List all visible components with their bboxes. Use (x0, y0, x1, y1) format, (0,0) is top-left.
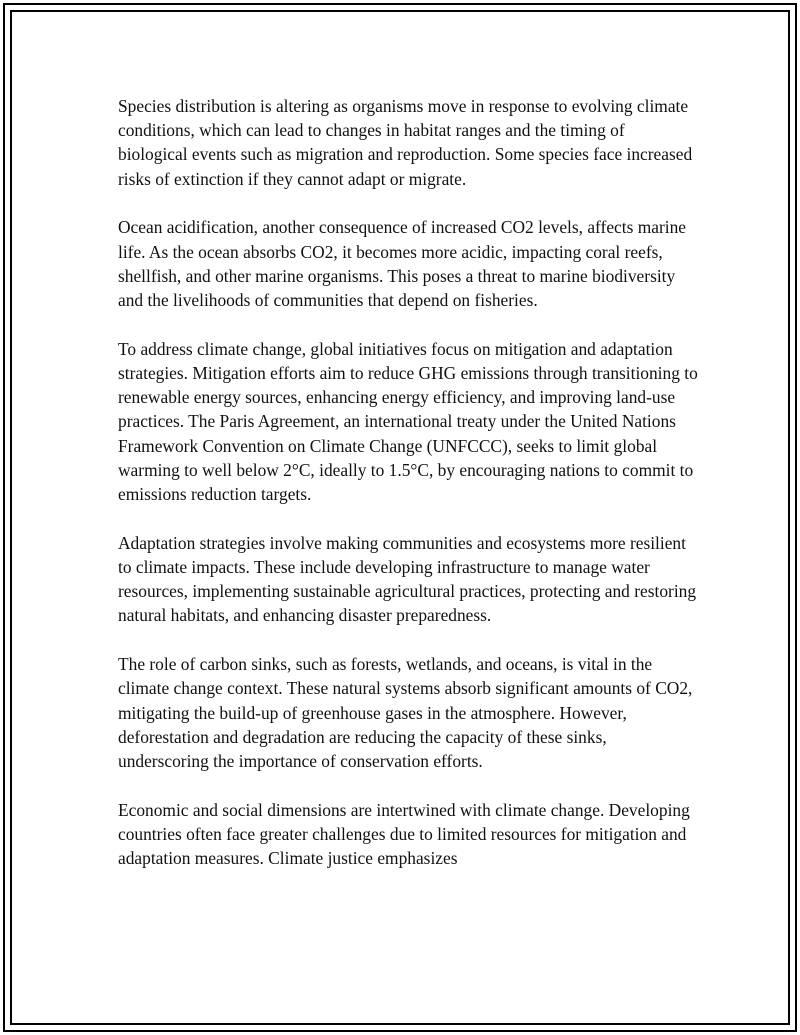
paragraph-mitigation: To address climate change, global initiatives focus on mitigation and adaptation strategies. Mitigation efforts aim to reduce GHG emissions through transitioning to renewable energy sources, enhancing energy efficiency, and improving land-use practices. The Paris Agreement, an international treaty under the United Nations Framework Convention on Climate Change (UNFCCC), seeks to limit global warming to well below 2°C, ideally to 1.5°C, by encouraging nations to commit to emissions reduction targets. (118, 338, 698, 505)
document-body (118, 94, 698, 895)
paragraph-ocean-acidification: Ocean acidification, another consequence of increased CO2 levels, affects marine life. As the ocean absorbs CO2, it becomes more acidic, impacting coral reefs, shellfish, and other marine organisms. This poses a threat to marine biodiversity and the livelihoods of communities that depend on fisheries. (118, 217, 686, 311)
paragraph-economic-social: Economic and social dimensions are intertwined with climate change. Developing countries often face greater challenges due to limited resources for mitigation and adaptation measures. Climate justice emphasizes (118, 799, 690, 869)
paragraph-carbon-sinks: The role of carbon sinks, such as forests, wetlands, and oceans, is vital in the climate change context. These natural systems absorb significant amounts of CO2, mitigating the build-up of greenhouse gases in the atmosphere. However, deforestation and degradation are reducing the capacity of these sinks, underscoring the importance of conservation efforts. (118, 654, 693, 772)
paragraph-species-distribution: Species distribution is altering as organisms move in response to evolving climate conditions, which can lead to changes in habitat ranges and the timing of biological events such as migration and reproduction. Some species face increased risks of extinction if they cannot adapt or migrate. (118, 96, 693, 189)
paragraph-adaptation: Adaptation strategies involve making communities and ecosystems more resilient to climate impacts. These include developing infrastructure to manage water resources, implementing sustainable agricultural practices, protecting and restoring natural habitats, and enhancing disaster preparedness. (118, 532, 697, 626)
